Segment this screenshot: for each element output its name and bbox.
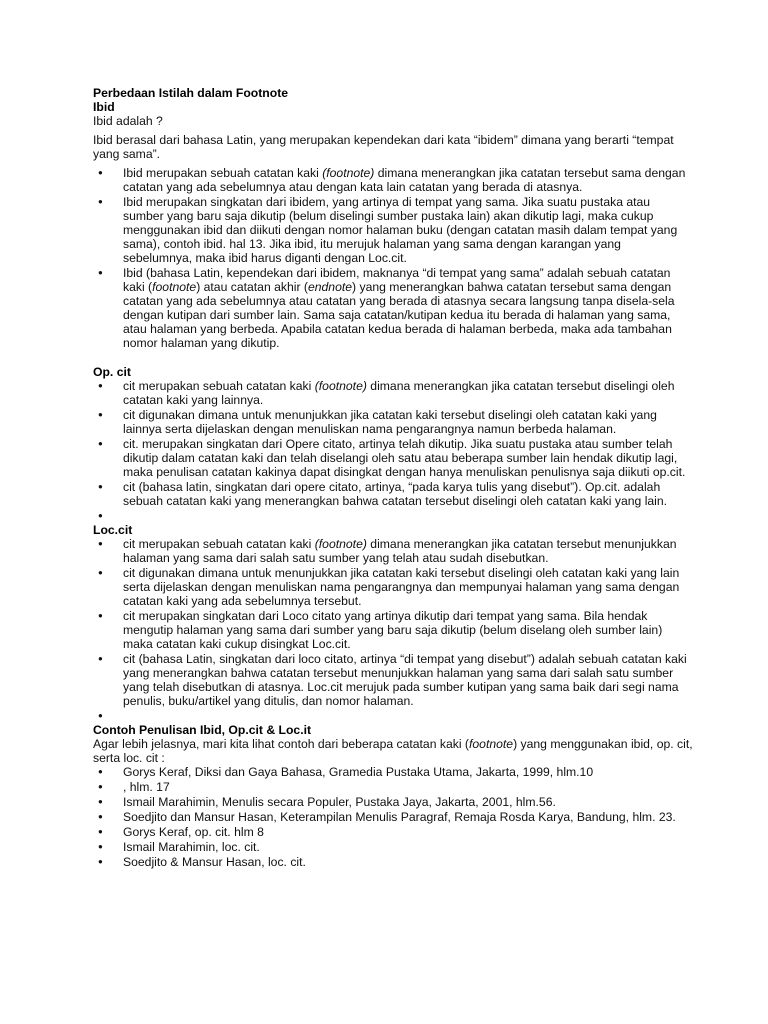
list-item — [93, 437, 693, 479]
opcit-list — [93, 379, 693, 523]
contoh-list — [93, 765, 693, 869]
text-run: dimana menerangkan jika catatan tersebut menunjukkan halaman yang sama dari salah satu sumber yang telah atau sudah disebutkan. — [123, 537, 677, 565]
list-item — [93, 780, 693, 794]
text-run: cit (bahasa latin, singkatan dari opere citato, artinya, “pada karya tulis yang disebut”). Op.cit. adalah sebuah catatan kaki yang menerangkan bahwa catatan tersebut diselingi oleh catatan kaki yang lain. — [123, 480, 668, 508]
loccit-list — [93, 537, 693, 723]
heading-opcit: Op. cit — [93, 365, 131, 379]
text-run: Gorys Keraf, op. cit. hlm 8 — [123, 825, 264, 839]
list-item — [93, 795, 693, 809]
document-page — [93, 86, 693, 869]
text-run: ) atau catatan akhir ( — [196, 280, 308, 294]
contoh-intro — [93, 737, 693, 765]
list-item — [93, 825, 693, 839]
list-item — [93, 537, 693, 565]
ibid-intro: Ibid berasal dari bahasa Latin, yang merupakan kependekan dari kata “ibidem” dimana yang berarti “tempat yang sama”. — [93, 133, 674, 161]
italic-term: (footnote) — [322, 166, 375, 180]
text-run: Gorys Keraf, Diksi dan Gaya Bahasa, Gramedia Pustaka Utama, Jakarta, 1999, hlm.10 — [123, 765, 594, 779]
text-run: cit merupakan sebuah catatan kaki — [123, 537, 315, 551]
text-run: Agar lebih jelasnya, mari kita lihat contoh dari beberapa catatan kaki ( — [93, 737, 469, 751]
text-run: dimana menerangkan jika catatan tersebut sama dengan catatan yang ada sebelumnya atau dengan kata lain catatan yang berada di atasnya. — [123, 166, 686, 194]
list-item — [93, 810, 693, 824]
heading-contoh: Contoh Penulisan Ibid, Op.cit & Loc.it — [93, 723, 312, 737]
text-run: cit merupakan sebuah catatan kaki — [123, 379, 315, 393]
text-run: dimana menerangkan jika catatan tersebut diselingi oleh catatan kaki yang lainnya. — [123, 379, 675, 407]
text-run: cit digunakan dimana untuk menunjukkan jika catatan kaki tersebut diselingi oleh catatan kaki yang lainnya serta dijelaskan dengan menuliskan nama pengarangnya namun berbeda halaman. — [123, 408, 657, 436]
list-item — [93, 709, 693, 723]
text-run: cit merupakan singkatan dari Loco citato yang artinya dikutip dari tempat yang sama. Bila hendak mengutip halaman yang sama dari sumber yang baru saja dikutip (belum diselang oleh sumber lain) maka catatan kaki cukup disingkat Loc.cit. — [123, 609, 663, 651]
list-item — [93, 840, 693, 854]
italic-term: endnote — [307, 280, 353, 294]
text-run: Ibid (bahasa Latin, kependekan dari ibidem, maknanya “di tempat yang sama” adalah sebuah catatan kaki ( — [123, 266, 671, 294]
ibid-question: Ibid adalah ? — [93, 114, 163, 128]
text-run: cit. merupakan singkatan dari Opere citato, artinya telah dikutip. Jika suatu pustaka atau sumber telah dikutip dalam catatan kaki dan telah diselangi oleh satu atau beberapa sumber lain hendak dikutip lagi, maka penulisan catatan kakinya dapat disingkat dengan hanya menuliskan penulisnya saja diikuti op.cit. — [123, 437, 686, 479]
list-item — [93, 855, 693, 869]
heading-loccit: Loc.cit — [93, 523, 133, 537]
list-item — [93, 609, 693, 651]
italic-term: footnote — [469, 737, 514, 751]
text-run: Ismail Marahimin, Menulis secara Populer, Pustaka Jaya, Jakarta, 2001, hlm.56. — [123, 795, 556, 809]
list-item — [93, 379, 693, 407]
text-run: Ismail Marahimin, loc. cit. — [123, 840, 260, 854]
ibid-list — [93, 166, 693, 350]
text-run: Soedjito dan Mansur Hasan, Keterampilan Menulis Paragraf, Remaja Rosda Karya, Bandung, hlm. 23. — [123, 810, 676, 824]
text-run: ) yang menggunakan ibid, op. cit, serta loc. cit : — [93, 737, 693, 765]
list-item — [93, 566, 693, 608]
text-run: , hlm. 17 — [123, 780, 170, 794]
list-item — [93, 509, 693, 523]
italic-term: (footnote) — [314, 379, 367, 393]
list-item — [93, 652, 693, 708]
list-item — [93, 195, 693, 265]
document-title: Perbedaan Istilah dalam Footnote — [93, 86, 289, 100]
text-run: cit (bahasa Latin, singkatan dari loco citato, artinya “di tempat yang disebut”) adalah sebuah catatan kaki yang menerangkan bahwa catatan tersebut menunjukkan halaman yang sama dari salah satu sumber yang telah disebutkan di atasnya. Loc.cit merujuk pada sumber kutipan yang sama baik dari segi nama penulis, buku/artikel yang ditulis, dan nomor halaman. — [123, 652, 687, 708]
list-item — [93, 765, 693, 779]
text-run: cit digunakan dimana untuk menunjukkan jika catatan kaki tersebut diselingi oleh catatan kaki yang lain serta dijelaskan dengan menuliskan nama pengarangnya dan mempunyai halaman yang sama dengan catatan kaki yang ada sebelumnya tersebut. — [123, 566, 680, 608]
italic-term: (footnote) — [314, 537, 367, 551]
list-item — [93, 266, 693, 350]
list-item — [93, 166, 693, 194]
text-run: Ibid merupakan singkatan dari ibidem, yang artinya di tempat yang sama. Jika suatu pustaka atau sumber yang baru saja dikutip (belum diselingi sumber pustaka lain) akan dikutip lagi, maka cukup menggunakan ibid dan diikuti dengan nomor halaman buku (dengan catatan masih dalam tempat yang sama), contoh ibid. hal 13. Jika ibid, itu merujuk halaman yang sama dengan karangan yang sebelumnya, maka ibid harus diganti dengan Loc.cit. — [123, 195, 678, 265]
list-item — [93, 408, 693, 436]
text-run: Ibid merupakan sebuah catatan kaki — [123, 166, 323, 180]
list-item — [93, 480, 693, 508]
text-run: ) yang menerangkan bahwa catatan tersebut sama dengan catatan yang ada sebelumnya atau catatan yang berada di atasnya secara langsung tanpa disela-sela dengan kutipan dari sumber lain. Sama saja catatan/kutipan kedua itu berada di halaman yang sama, atau halaman yang berbeda. Apabila catatan kedua berada di halaman berbeda, maka ada tambahan nomor halaman yang dikutip. — [123, 280, 675, 350]
italic-term: footnote — [152, 280, 197, 294]
heading-ibid: Ibid — [93, 100, 115, 114]
text-run: Soedjito & Mansur Hasan, loc. cit. — [123, 855, 306, 869]
